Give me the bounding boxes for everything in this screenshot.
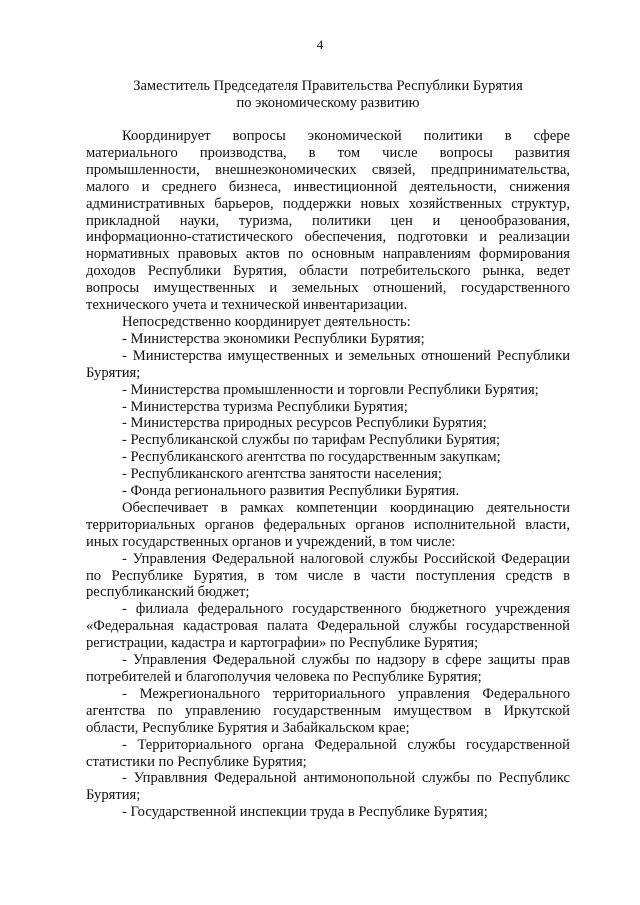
paragraph-responsibilities: Координирует вопросы экономической политики в сфере материального производства, в том числе вопросы развития промышленности, внешнеэкономических связей, предпринимательства, малого и среднего бизнеса, инвестиционной деятельности, снижения административных барьеров, поддержки новых хозяйственных структур, прикладной науки, туризма, политики цен и ценообразования, информационно-статистического обеспечения, подготовки и реализации нормативных правовых актов по основным направлениям формирования доходов Республики Бурятия, области потребительского рынка, ведет вопросы имущественных и земельных отношений, государственного технического учета и технической инвентаризации.	[86, 128, 570, 314]
list-item: - Территориального органа Федеральной службы государственной статистики по Республике Бурятия;	[86, 736, 570, 770]
list-item: - Министерства экономики Республики Бурятия;	[122, 330, 425, 347]
list-item: - Республиканской службы по тарифам Республики Бурятия;	[122, 432, 501, 449]
list-item: - Министерства имущественных и земельных отношений Республики Бурятия;	[86, 347, 570, 381]
list-item: - Фонда регионального развития Республики Бурятия.	[122, 483, 460, 500]
list-item: - Республиканского агентства по государственным закупкам;	[122, 449, 501, 466]
title-line-1: Заместитель Председателя Правительства Республики Бурятия	[133, 78, 523, 94]
paragraph-ensures-header: Обеспечивает в рамках компетенции координацию деятельности территориальных органов федеральных органов исполнительной власти, иных государственных органов и учреждений, в том числе:	[86, 499, 570, 550]
page-number: 4	[316, 37, 324, 52]
list-item: - Министерства природных ресурсов Республики Бурятия;	[122, 415, 487, 432]
list-item: - филиала федерального государственного бюджетного учреждения «Федеральная кадастровая палата Федеральной службы государственной регистрации, кадастра и картографии» по Республике Бурятия;	[86, 601, 570, 652]
list-item: - Республиканского агентства занятости населения;	[122, 466, 442, 483]
list-item: - Управлвния Федеральной антимонопольной службы по Республикс Бурятия;	[86, 770, 570, 804]
title-line-2: по экономическому развитию	[236, 95, 420, 111]
list-item: - Межрегионального территориального управления Федерального агентства по управлению государственным имуществом в Иркутской области, Республике Бурятия и Забайкальском крае;	[86, 685, 570, 736]
list-item: - Министерства туризма Республики Бурятия;	[122, 398, 408, 415]
list-item: - Управления Федеральной службы по надзору в сфере защиты прав потребителей и благополучия человека по Республике Бурятия;	[86, 652, 570, 685]
document-title	[86, 78, 570, 112]
paragraph-coordinates-header: Непосредственно координирует деятельность:	[122, 313, 411, 330]
document-body	[86, 128, 570, 821]
list-item: - Управления Федеральной налоговой службы Российской Федерации по Республике Бурятия, в том числе в части поступления средств в республиканский бюджет;	[86, 550, 570, 601]
list-item: - Министерства промышленности и торговли Республики Бурятия;	[122, 381, 539, 398]
list-item: - Государственной инспекции труда в Республике Бурятия;	[122, 804, 488, 821]
